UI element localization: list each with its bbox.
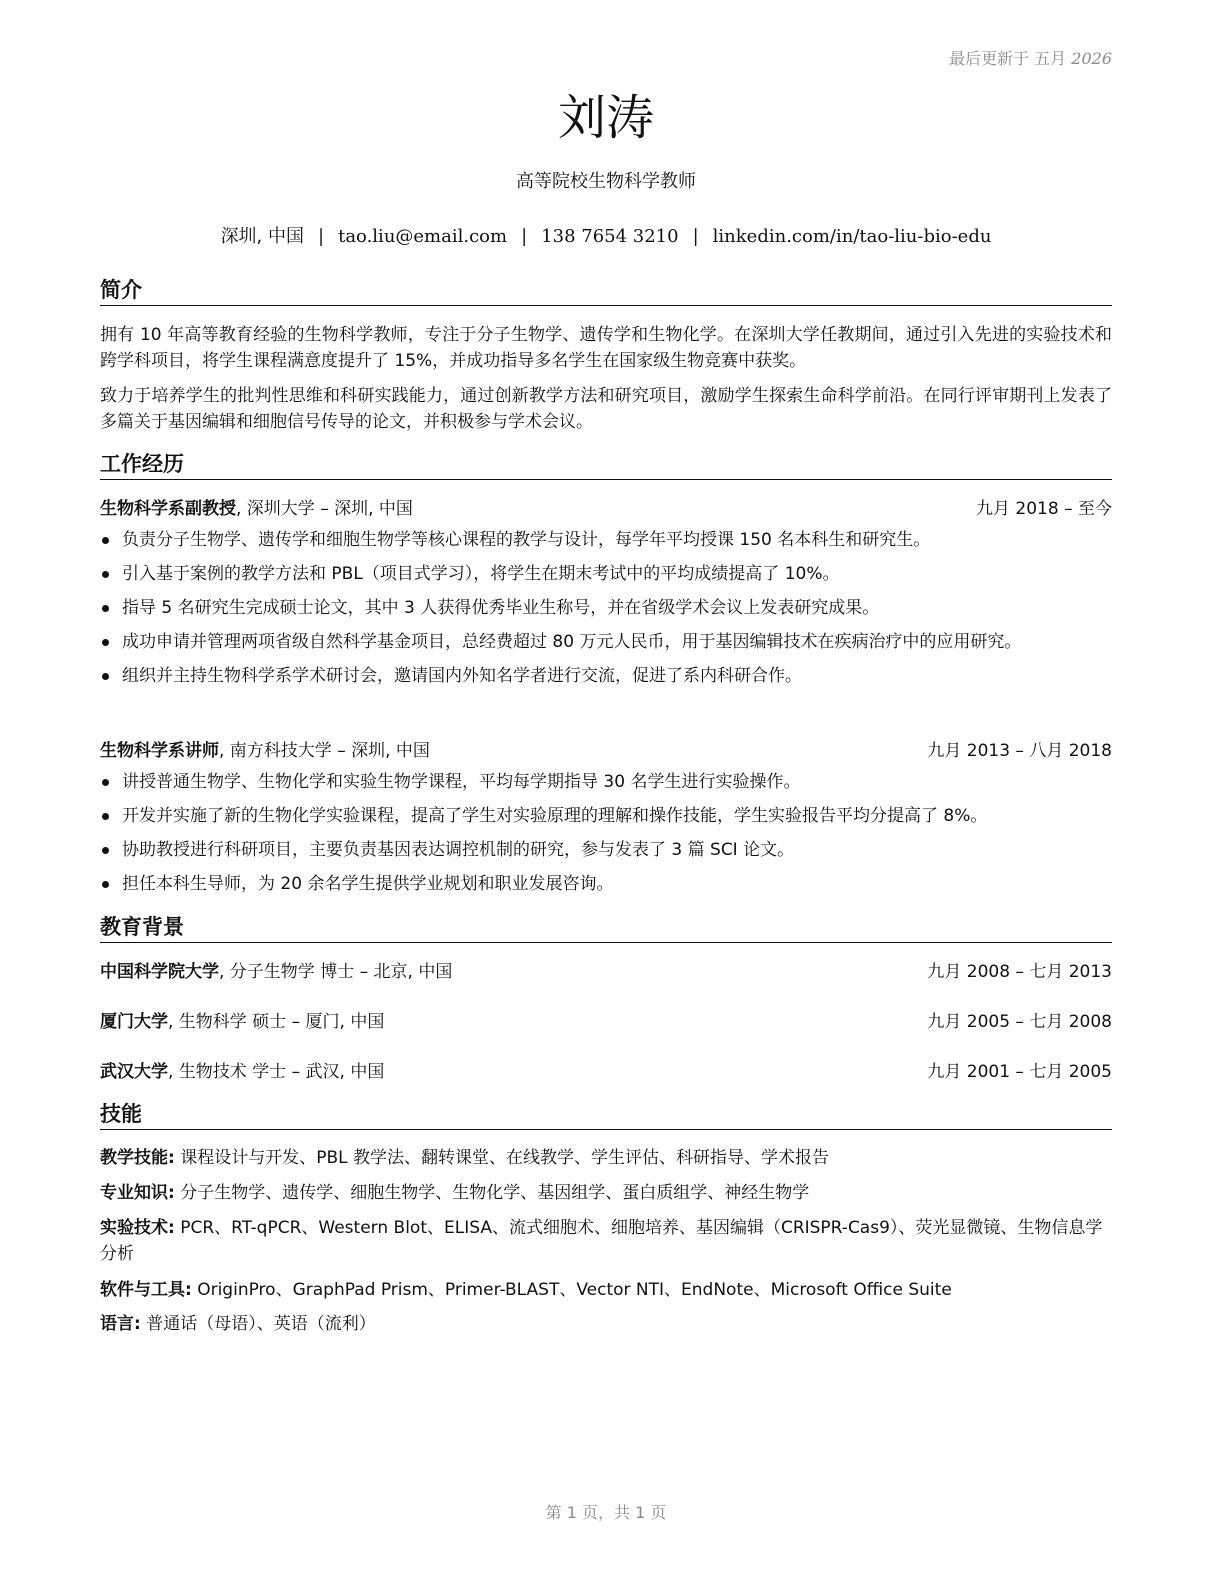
job-dates: 九月 2018 – 至今 bbox=[976, 499, 1112, 519]
job-org: , 南方科技大学 – 深圳, 中国 bbox=[219, 741, 430, 761]
skill-line bbox=[100, 1145, 1112, 1171]
skill-label: 语言: bbox=[100, 1314, 141, 1334]
list-item: 指导 5 名研究生完成硕士论文，其中 3 人获得优秀毕业生称号，并在省级学术会议上发表研究成果。 bbox=[100, 595, 1112, 621]
skill-line bbox=[100, 1311, 1112, 1337]
list-item: 负责分子生物学、遗传学和细胞生物学等核心课程的教学与设计，每学年平均授课 150 名本科生和研究生。 bbox=[100, 527, 1112, 553]
candidate-title: 高等院校生物科学教师 bbox=[516, 171, 696, 192]
degree-detail: , 分子生物学 博士 – 北京, 中国 bbox=[219, 962, 453, 982]
skill-value: 课程设计与开发、PBL 教学法、翻转课堂、在线教学、学生评估、科研指导、学术报告 bbox=[174, 1148, 830, 1168]
skill-value: PCR、RT-qPCR、Western Blot、ELISA、流式细胞术、细胞培养、基因编辑（CRISPR-Cas9）、荧光显微镜、生物信息学分析 bbox=[100, 1218, 1103, 1264]
education-dates: 九月 2008 – 七月 2013 bbox=[927, 962, 1112, 982]
section-title-summary: 简介 bbox=[100, 276, 1112, 306]
contact-email[interactable]: tao.liu@email.com bbox=[338, 226, 508, 247]
job-dates: 九月 2013 – 八月 2018 bbox=[927, 741, 1112, 761]
resume-page bbox=[100, 0, 1112, 1584]
degree-detail: , 生物科学 硕士 – 厦门, 中国 bbox=[168, 1012, 385, 1032]
list-item: 组织并主持生物科学系学术研讨会，邀请国内外知名学者进行交流，促进了系内科研合作。 bbox=[100, 663, 1112, 689]
updated-prefix: 最后更新于 五月 bbox=[949, 49, 1067, 68]
list-item: 成功申请并管理两项省级自然科学基金项目，总经费超过 80 万元人民币，用于基因编辑技术在疾病治疗中的应用研究。 bbox=[100, 629, 1112, 655]
summary-paragraph: 拥有 10 年高等教育经验的生物科学教师，专注于分子生物学、遗传学和生物化学。在深圳大学任教期间，通过引入先进的实验技术和跨学科项目，将学生课程满意度提升了 15%，并成功指导多名学生在国家级生物竞赛中获奖。 bbox=[100, 325, 1112, 371]
candidate-name: 刘涛 bbox=[557, 90, 654, 146]
section-title-skills: 技能 bbox=[100, 1100, 1112, 1130]
job-bullets bbox=[100, 527, 1112, 697]
list-item: 协助教授进行科研项目，主要负责基因表达调控机制的研究，参与发表了 3 篇 SCI 论文。 bbox=[100, 837, 1112, 863]
skill-value: OriginPro、GraphPad Prism、Primer-BLAST、Vector NTI、EndNote、Microsoft Office Suite bbox=[191, 1280, 952, 1300]
summary-paragraph: 致力于培养学生的批判性思维和科研实践能力，通过创新教学方法和研究项目，激励学生探索生命科学前沿。在同行评审期刊上发表了多篇关于基因编辑和细胞信号传导的论文，并积极参与学术会议。 bbox=[100, 386, 1112, 432]
updated-year: 2026 bbox=[1071, 49, 1112, 68]
contact-line bbox=[100, 224, 1112, 250]
school-name: 武汉大学 bbox=[100, 1062, 168, 1082]
school-name: 中国科学院大学 bbox=[100, 962, 219, 982]
school-name: 厦门大学 bbox=[100, 1012, 168, 1032]
skill-label: 专业知识: bbox=[100, 1183, 175, 1203]
skill-label: 软件与工具: bbox=[100, 1280, 192, 1300]
section-title-experience: 工作经历 bbox=[100, 450, 1112, 480]
skill-line bbox=[100, 1180, 1112, 1206]
contact-separator: | bbox=[521, 226, 528, 247]
skill-label: 实验技术: bbox=[100, 1218, 175, 1238]
job-header bbox=[100, 496, 1112, 522]
education-entry bbox=[100, 1009, 1112, 1035]
job-role: 生物科学系讲师 bbox=[100, 741, 219, 761]
skill-value: 普通话（母语）、英语（流利） bbox=[140, 1314, 376, 1334]
skill-label: 教学技能: bbox=[100, 1148, 175, 1168]
job-org: , 深圳大学 – 深圳, 中国 bbox=[236, 499, 413, 519]
list-item: 开发并实施了新的生物化学实验课程，提高了学生对实验原理的理解和操作技能，学生实验报告平均分提高了 8%。 bbox=[100, 803, 1112, 829]
page-number: 第 1 页，共 1 页 bbox=[545, 1503, 667, 1522]
job-header bbox=[100, 738, 1112, 764]
skill-value: 分子生物学、遗传学、细胞生物学、生物化学、基因组学、蛋白质组学、神经生物学 bbox=[174, 1183, 810, 1203]
education-entry bbox=[100, 959, 1112, 985]
degree-detail: , 生物技术 学士 – 武汉, 中国 bbox=[168, 1062, 385, 1082]
last-updated bbox=[949, 46, 1112, 69]
education-entry bbox=[100, 1059, 1112, 1085]
contact-separator: | bbox=[318, 226, 325, 247]
list-item: 引入基于案例的教学方法和 PBL（项目式学习），将学生在期末考试中的平均成绩提高了 10%。 bbox=[100, 561, 1112, 587]
contact-location: 深圳, 中国 bbox=[220, 226, 305, 247]
contact-phone: 138 7654 3210 bbox=[541, 226, 679, 247]
education-dates: 九月 2005 – 七月 2008 bbox=[927, 1012, 1112, 1032]
section-title-education: 教育背景 bbox=[100, 913, 1112, 943]
list-item: 担任本科生导师，为 20 余名学生提供学业规划和职业发展咨询。 bbox=[100, 871, 1112, 897]
skill-line bbox=[100, 1277, 1112, 1303]
list-item: 讲授普通生物学、生物化学和实验生物学课程，平均每学期指导 30 名学生进行实验操作。 bbox=[100, 769, 1112, 795]
job-bullets bbox=[100, 769, 1112, 905]
contact-linkedin[interactable]: linkedin.com/in/tao-liu-bio-edu bbox=[712, 226, 992, 247]
contact-separator: | bbox=[692, 226, 699, 247]
job-role: 生物科学系副教授 bbox=[100, 499, 236, 519]
education-dates: 九月 2001 – 七月 2005 bbox=[927, 1062, 1112, 1082]
skill-line bbox=[100, 1215, 1112, 1267]
